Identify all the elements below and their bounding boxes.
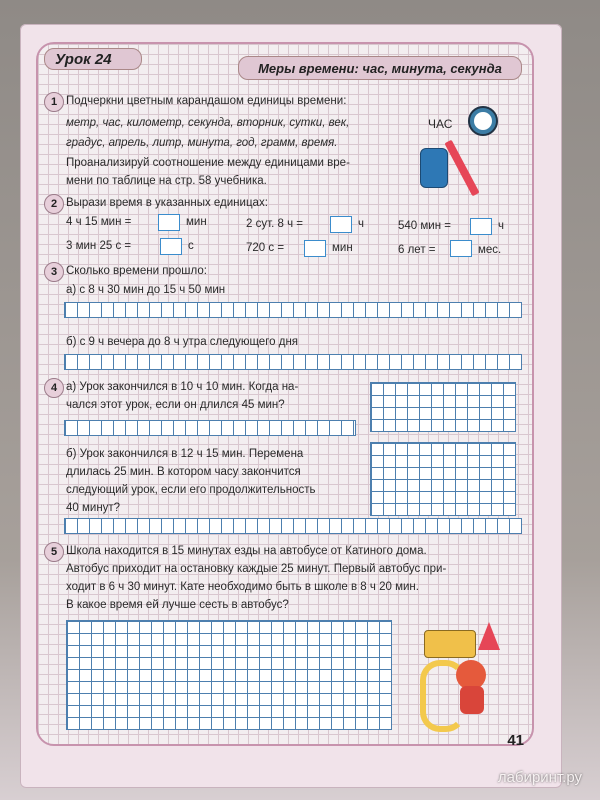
answer-grid[interactable] xyxy=(370,382,516,432)
task2-r2c2-left: 720 с = xyxy=(246,242,285,254)
task4-a-line2: чался этот урок, если он длился 45 мин? xyxy=(66,399,285,411)
task3-title: Сколько времени прошло: xyxy=(66,265,207,277)
task2-r1c3-unit: ч xyxy=(498,220,504,232)
answer-strip[interactable] xyxy=(64,354,522,370)
task4-b-line2: длилась 25 мин. В котором часу закончится xyxy=(66,466,301,478)
task2-title: Вырази время в указанных единицах: xyxy=(66,197,268,209)
answer-box[interactable] xyxy=(450,240,472,257)
topic-title: Меры времени: час, минута, секунда xyxy=(238,56,522,80)
task5-line2: Автобус приходит на остановку каждые 25 минут. Первый автобус при- xyxy=(66,563,447,575)
task2-r1c1-left: 4 ч 15 мин = xyxy=(66,216,132,228)
ink-jar-icon xyxy=(420,148,448,188)
task4-b-line4: 40 минут? xyxy=(66,502,121,514)
answer-grid[interactable] xyxy=(66,620,392,730)
page-number: 41 xyxy=(507,732,524,749)
clock-word: ЧАС xyxy=(428,117,453,131)
task1-line5: мени по таблице на стр. 58 учебника. xyxy=(66,175,267,187)
task3-a: а) с 8 ч 30 мин до 15 ч 50 мин xyxy=(66,284,226,296)
task1-line4: Проанализируй соотношение между единицами вре- xyxy=(66,157,350,169)
task-number-5: 5 xyxy=(44,542,64,562)
task5-line4: В какое время ей лучше сесть в автобус? xyxy=(66,599,289,611)
task5-line3: ходит в 6 ч 30 минут. Кате необходимо быть в школе в 8 ч 20 мин. xyxy=(66,581,419,593)
task-number-4: 4 xyxy=(44,378,64,398)
task4-b-line3: следующий урок, если его продолжительность xyxy=(66,484,316,496)
clock-icon xyxy=(468,106,498,136)
task2-r2c3-left: 6 лет = xyxy=(398,244,436,256)
task5-line1: Школа находится в 15 минутах езды на автобусе от Катиного дома. xyxy=(66,545,427,557)
task1-line3: градус, апрель, литр, минута, год, грамм, время. xyxy=(66,137,338,149)
task2-r1c3-left: 540 мин = xyxy=(398,220,451,232)
task2-r1c2-unit: ч xyxy=(358,218,364,230)
task-number-1: 1 xyxy=(44,92,64,112)
task4-b-line1: б) Урок закончился в 12 ч 15 мин. Перемена xyxy=(66,448,304,460)
answer-strip[interactable] xyxy=(64,420,356,436)
task2-r1c1-unit: мин xyxy=(186,216,207,228)
task4-a-line1: а) Урок закончился в 10 ч 10 мин. Когда на- xyxy=(66,381,299,393)
answer-box[interactable] xyxy=(304,240,326,257)
task3-b: б) с 9 ч вечера до 8 ч утра следующего дня xyxy=(66,336,299,348)
task1-line1: Подчеркни цветным карандашом единицы времени: xyxy=(66,95,347,107)
girl-and-bus-illustration xyxy=(410,620,500,720)
answer-strip[interactable] xyxy=(64,302,522,318)
task-number-3: 3 xyxy=(44,262,64,282)
answer-box[interactable] xyxy=(470,218,492,235)
task1-line2: метр, час, километр, секунда, вторник, сутки, век, xyxy=(66,117,350,129)
task2-r2c2-unit: мин xyxy=(332,242,353,254)
task2-r2c1-left: 3 мин 25 с = xyxy=(66,240,132,252)
answer-box[interactable] xyxy=(160,238,182,255)
answer-box[interactable] xyxy=(330,216,352,233)
answer-grid[interactable] xyxy=(370,442,516,516)
answer-strip[interactable] xyxy=(64,518,522,534)
task2-r2c3-unit: мес. xyxy=(478,244,502,256)
answer-box[interactable] xyxy=(158,214,180,231)
task-number-2: 2 xyxy=(44,194,64,214)
watermark: лабиринт.ру xyxy=(497,769,582,786)
task2-r1c2-left: 2 сут. 8 ч = xyxy=(246,218,303,230)
lesson-label: Урок 24 xyxy=(44,48,142,70)
task2-r2c1-unit: с xyxy=(188,240,194,252)
